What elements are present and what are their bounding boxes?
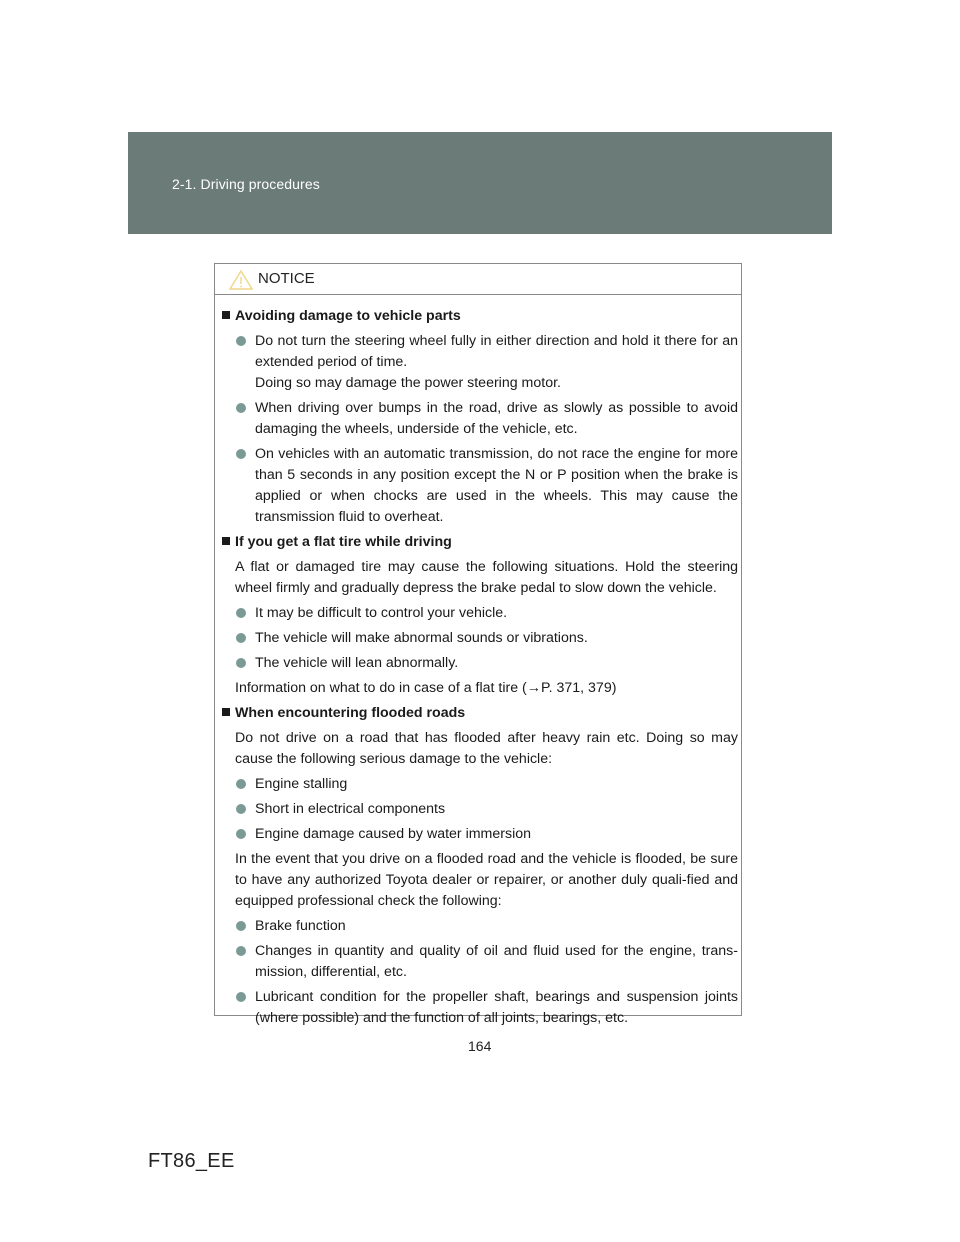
list-item: Engine stalling [222, 774, 738, 795]
list-item: The vehicle will make abnormal sounds or vibrations. [222, 628, 738, 649]
list-item: When driving over bumps in the road, drive as slowly as possible to avoid damaging the wheels, underside of the vehicle, etc. [222, 398, 738, 440]
circle-bullet-icon [236, 403, 246, 413]
warning-triangle-icon [229, 270, 253, 290]
list-item: Engine damage caused by water immersion [222, 824, 738, 845]
circle-bullet-icon [236, 633, 246, 643]
list-item: Changes in quantity and quality of oil and fluid used for the engine, trans-mission, differential, etc. [222, 941, 738, 983]
section-title: 2-1. Driving procedures [172, 176, 320, 192]
section-header [128, 132, 832, 234]
notice-box [214, 263, 742, 1026]
list-item: Short in electrical components [222, 799, 738, 820]
notice-body [222, 302, 738, 1029]
circle-bullet-icon [236, 829, 246, 839]
page-reference[interactable]: Information on what to do in case of a flat tire (→P. 371, 379) [235, 680, 617, 696]
circle-bullet-icon [236, 921, 246, 931]
list-item: It may be difficult to control your vehicle. [222, 603, 738, 624]
notice-header [215, 264, 741, 295]
circle-bullet-icon [236, 336, 246, 346]
document-code: FT86_EE [148, 1150, 235, 1172]
paragraph: Do not drive on a road that has flooded after heavy rain etc. Doing so may cause the following serious damage to the vehicle: [235, 730, 738, 767]
circle-bullet-icon [236, 608, 246, 618]
circle-bullet-icon [236, 779, 246, 789]
notice-title: NOTICE [258, 270, 315, 287]
square-bullet-icon [222, 311, 230, 319]
list-item: On vehicles with an automatic transmission, do not race the engine for more than 5 seconds in any position except the N or P position when the brake is applied or when chocks are used in the wheels. This may cause the transmission fluid to overheat. [222, 444, 738, 528]
circle-bullet-icon [236, 449, 246, 459]
list-item: The vehicle will lean abnormally. [222, 653, 738, 674]
square-bullet-icon [222, 537, 230, 545]
section-heading: If you get a flat tire while driving [222, 532, 738, 553]
list-item: Do not turn the steering wheel fully in either direction and hold it there for an extended period of time. Doing so may damage the power steering motor. [222, 331, 738, 394]
square-bullet-icon [222, 708, 230, 716]
circle-bullet-icon [236, 804, 246, 814]
list-item: Lubricant condition for the propeller shaft, bearings and suspension joints (where possible) and the function of all joints, bearings, etc. [222, 987, 738, 1029]
section-heading: When encountering flooded roads [222, 703, 738, 724]
circle-bullet-icon [236, 992, 246, 1002]
list-item: Brake function [222, 916, 738, 937]
section-heading: Avoiding damage to vehicle parts [222, 306, 738, 327]
circle-bullet-icon [236, 946, 246, 956]
page-number: 164 [468, 1038, 492, 1054]
paragraph: A flat or damaged tire may cause the following situations. Hold the steering wheel firmly and gradually depress the brake pedal to slow down the vehicle. [235, 559, 738, 596]
circle-bullet-icon [236, 658, 246, 668]
paragraph: In the event that you drive on a flooded road and the vehicle is flooded, be sure to have any authorized Toyota dealer or repairer, or another duly quali-fied and equipped professional check the following: [235, 851, 738, 909]
